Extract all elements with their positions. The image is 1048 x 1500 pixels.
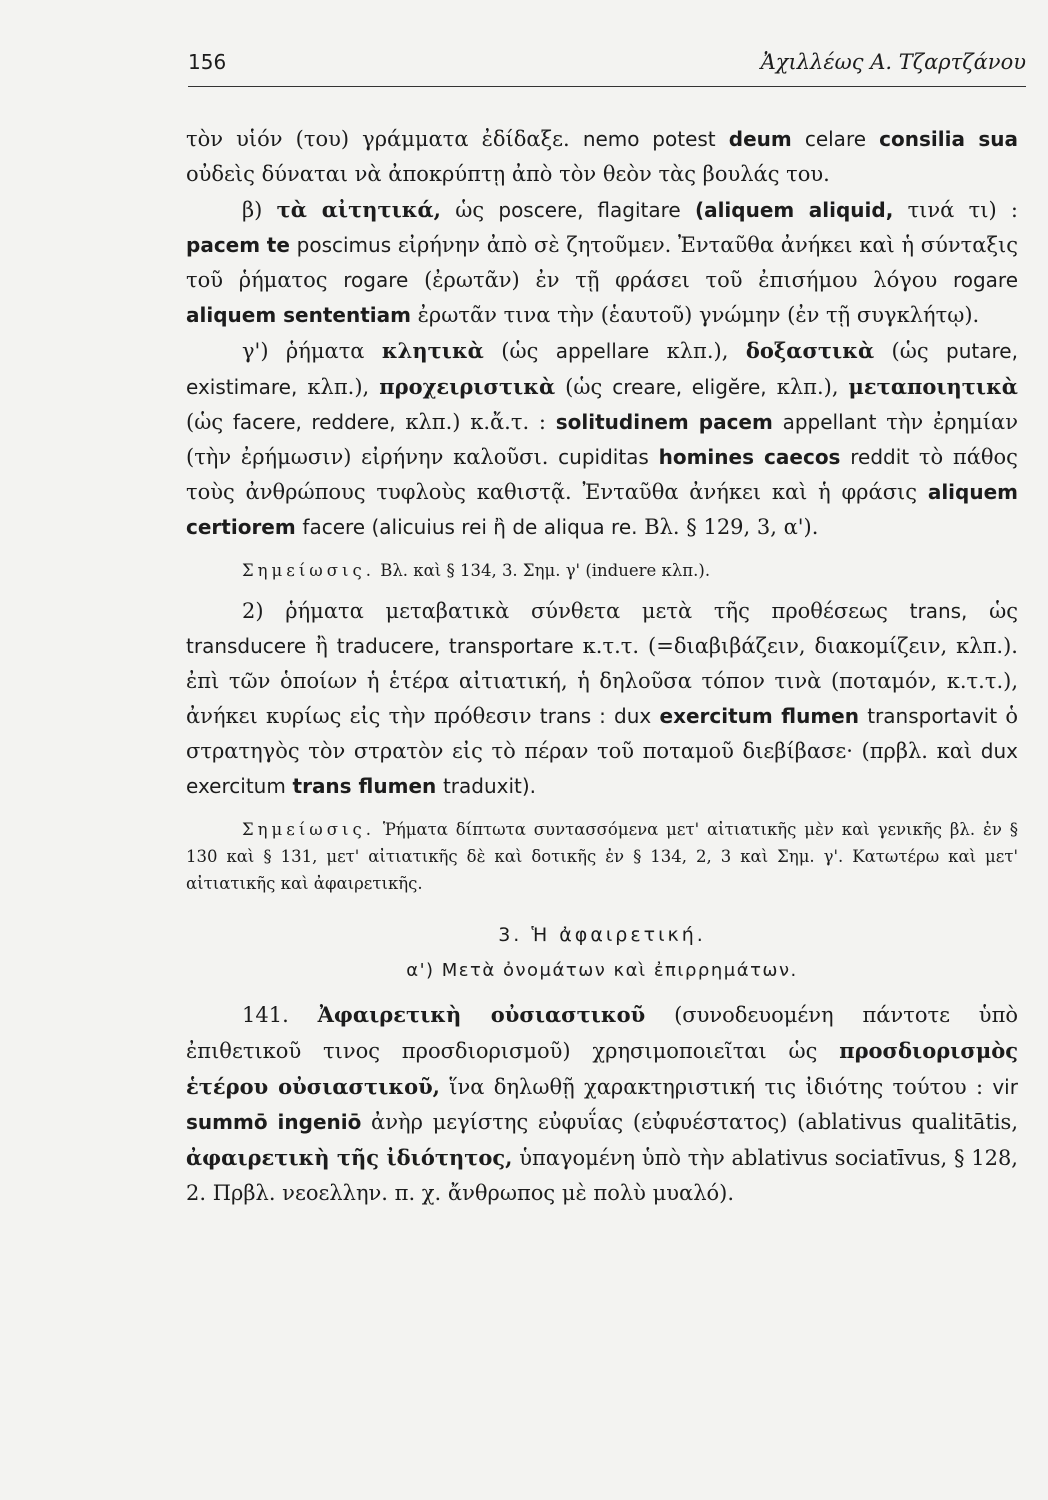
note: Σημείωσις. Βλ. καὶ § 134, 3. Σημ. γ' (induere κλπ.). — [242, 561, 711, 580]
note: Σημείωσις. Ῥήματα δίπτωτα συντασσόμενα μετ' αἰτιατικῆς μὲν καὶ γενικῆς βλ. ἐν § 130 καὶ § 131, μετ' αἰτιατικῆς δὲ καὶ δοτικῆς ἐν § 134, 2, 3 καὶ Σημ. γ'. Κατωτέρω καὶ μετ' αἰτιατικῆς καὶ ἀφαιρετικῆς. — [186, 820, 1018, 893]
paragraph: 2) ῥήματα μεταβατικὰ σύνθετα μετὰ τῆς προθέσεως trans, ὡς transducere ἢ traducere, transportare κ.τ.τ. (=διαβιβάζειν, διακομίζειν, κλπ.). ἐπὶ τῶν ὁποίων ἡ ἑτέρα αἰτιατική, ἡ δηλοῦσα τόπον τινὰ (ποταμόν, κ.τ.τ.), ἀνήκει κυρίως εἰς τὴν πρόθεσιν trans : dux exercitum flumen transportavit ὁ στρατηγὸς τὸν στρατὸν εἰς τὸ πέραν τοῦ ποταμοῦ διεβίβασε· (πρβλ. καὶ dux exercitum trans flumen traduxit). — [186, 599, 1018, 798]
paragraph: β) τὰ αἰτητικά, ὡς poscere, flagitare (aliquem aliquid, τινά τι) : pacem te poscimus εἰρήνην ἀπὸ σὲ ζητοῦμεν. Ἐνταῦθα ἀνήκει καὶ ἡ σύνταξις τοῦ ῥήματος rogare (ἐρωτᾶν) ἐν τῇ φράσει τοῦ ἐπισήμου λόγου rogare aliquem sententiam ἐρωτᾶν τινα τὴν (ἑαυτοῦ) γνώμην (ἐν τῇ συγκλήτῳ). — [186, 197, 1019, 327]
note-label: Σημείωσις. — [242, 561, 375, 580]
running-head: Ἀχιλλέως Α. Τζαρτζάνου — [760, 50, 1026, 74]
paragraph: 141. Ἀφαιρετικὴ οὐσιαστικοῦ (συνοδευομένη πάντοτε ὑπὸ ἐπιθετικοῦ τινος προσδιορισμοῦ) χρησιμοποιεῖται ὡς προσδιορισμὸς ἑτέρου οὐσιαστικοῦ, ἵνα δηλωθῇ χαρακτηριστική τις ἰδιότης τούτου : vir summō ingeniō ἀνὴρ μεγίστης εὐφυΐας (εὐφυέστατος) (ablativus qualitātis, ἀφαιρετικὴ τῆς ἰδιότητος, ὑπαγομένη ὑπὸ τὴν ablativus sociatīvus, § 128, 2. Πρβλ. νεοελλην. π. χ. ἄνθρωπος μὲ πολὺ μυαλό). — [186, 1002, 1019, 1205]
section-title: 3. Ἡ ἀφαιρετική. — [498, 924, 706, 946]
subsection-title: α') Μετὰ ὀνομάτων καὶ ἐπιρρημάτων. — [406, 960, 798, 981]
page-number: 156 — [188, 50, 227, 74]
body-text — [186, 122, 1018, 1211]
note-label: Σημείωσις. — [242, 820, 375, 839]
paragraph-number: 141. — [242, 1003, 289, 1027]
page-header — [188, 50, 1026, 87]
paragraph: τὸν υἱόν (του) γράμματα ἐδίδαξε. nemo potest deum celare consilia sua οὐδεὶς δύναται νὰ ἀποκρύπτῃ ἀπὸ τὸν θεὸν τὰς βουλάς του. — [186, 127, 1018, 186]
paragraph: γ') ῥήματα κλητικὰ (ὡς appellare κλπ.), δοξαστικὰ (ὡς putare, existimare, κλπ.), προχειριστικὰ (ὡς creare, eligĕre, κλπ.), μεταποιητικὰ (ὡς facere, reddere, κλπ.) κ.ἄ.τ. : solitudinem pacem appellant τὴν ἐρημίαν (τὴν ἐρήμωσιν) εἰρήνην καλοῦσι. cupiditas homines caecos reddit τὸ πάθος τοὺς ἀνθρώπους τυφλοὺς καθιστᾷ. Ἐνταῦθα ἀνήκει καὶ ἡ φράσις aliquem certiorem facere (alicuius rei ἢ de aliqua re. Βλ. § 129, 3, α'). — [186, 338, 1018, 539]
